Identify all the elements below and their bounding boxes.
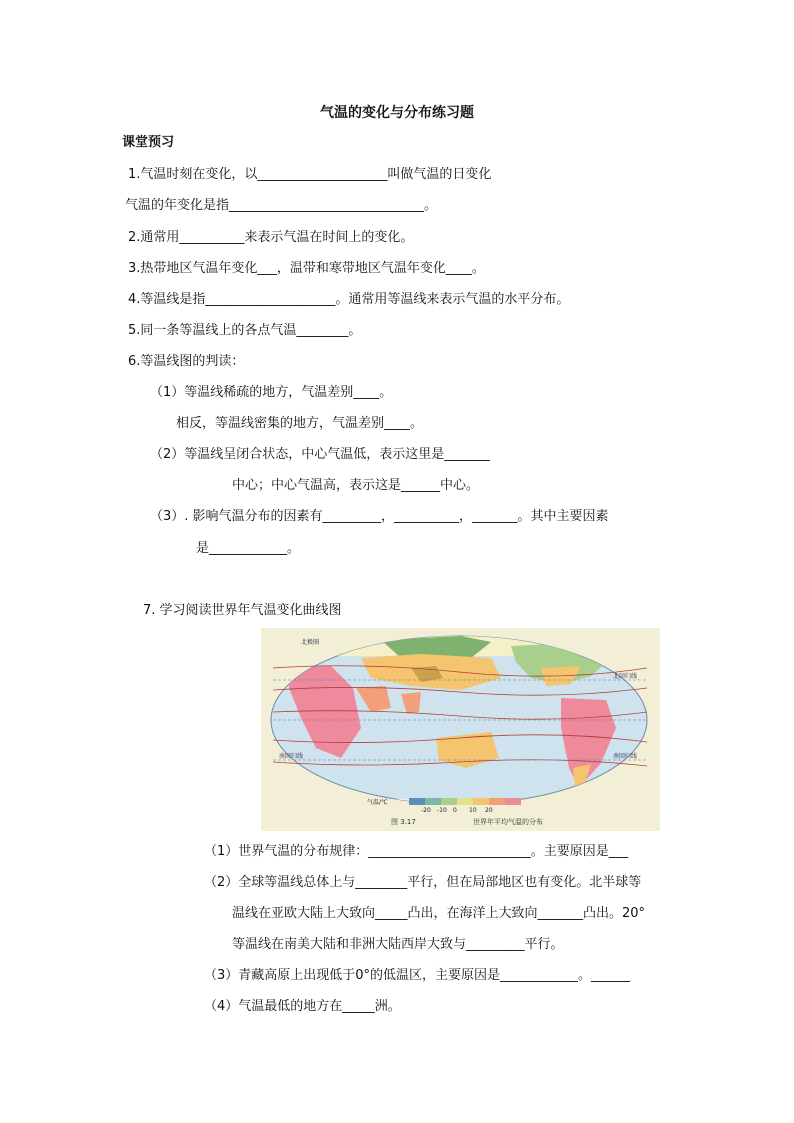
legend-swatch — [473, 798, 489, 805]
question-1-line-2: 气温的年变化是指______________________________。 — [125, 198, 438, 213]
question-7-2-line-2: 温线在亚欧大陆上大致向_____凸出，在海洋上大致向_______凸出。20° — [232, 906, 646, 921]
question-6-3-line-1: （3）. 影响气温分布的因素有_________，__________，_______。其中主要因素 — [150, 509, 609, 524]
question-6-1-line-2: 相反，等温线密集的地方，气温差别____。 — [176, 416, 424, 431]
question-6-2-line-2: 中心；中心气温高，表示这是______中心。 — [232, 478, 480, 493]
legend-tick-label: 10 — [469, 807, 477, 814]
legend-tick-label: -20 — [421, 807, 431, 814]
south-tropic-label: 南回归线 — [279, 753, 304, 760]
south-tropic-label-east: 南回归线 — [613, 753, 638, 760]
question-6-2-line-1: （2）等温线呈闭合状态，中心气温低，表示这里是_______ — [150, 447, 490, 462]
legend-tick-label: -10 — [437, 807, 447, 814]
world-temperature-map — [261, 628, 660, 831]
figure-number: 图 3.17 — [391, 818, 416, 826]
question-4: 4.等温线是指____________________。通常用等温线来表示气温的水平分布。 — [128, 292, 570, 307]
legend-title: 气温/℃ — [367, 799, 388, 806]
question-7-4: （4）气温最低的地方在_____洲。 — [204, 999, 401, 1014]
section-heading: 课堂预习 — [122, 135, 175, 150]
page-title: 气温的变化与分布练习题 — [320, 105, 474, 121]
question-6-1-line-1: （1）等温线稀疏的地方，气温差别____。 — [150, 385, 393, 400]
figure-caption: 世界年平均气温的分布 — [473, 818, 543, 826]
legend-swatch — [441, 798, 457, 805]
legend-swatch — [505, 798, 521, 805]
legend-swatch — [457, 798, 473, 805]
question-7-2-line-3: 等温线在南美大陆和非洲大陆西岸大致与_________平行。 — [232, 937, 564, 952]
arctic-circle-label: 北极圈 — [301, 639, 320, 646]
question-7-3: （3）青藏高原上出现低于0°的低温区，主要原因是____________。______ — [204, 968, 631, 983]
question-5: 5.同一条等温线上的各点气温________。 — [128, 323, 362, 338]
north-tropic-label: 北回归线 — [613, 673, 638, 680]
question-7-1: （1）世界气温的分布规律：_________________________。主要原因是___ — [204, 844, 629, 859]
question-6: 6.等温线图的判读： — [128, 354, 245, 369]
question-7: 7. 学习阅读世界年气温变化曲线图 — [143, 603, 342, 618]
question-1-line-1: 1.气温时刻在变化，以____________________叫做气温的日变化 — [128, 167, 492, 182]
legend-swatch — [425, 798, 441, 805]
question-7-2-line-1: （2）全球等温线总体上与________平行，但在局部地区也有变化。北半球等 — [204, 875, 642, 890]
question-3: 3.热带地区气温年变化___，温带和寒带地区气温年变化____。 — [128, 261, 485, 276]
question-6-3-line-2: 是____________。 — [196, 541, 301, 556]
legend-swatch — [489, 798, 505, 805]
legend-tick-label: 20 — [485, 807, 493, 814]
legend-swatch — [409, 798, 425, 805]
legend-tick-label: 0 — [453, 807, 457, 814]
question-2: 2.通常用__________来表示气温在时间上的变化。 — [128, 230, 414, 245]
temperature-legend — [409, 798, 521, 814]
